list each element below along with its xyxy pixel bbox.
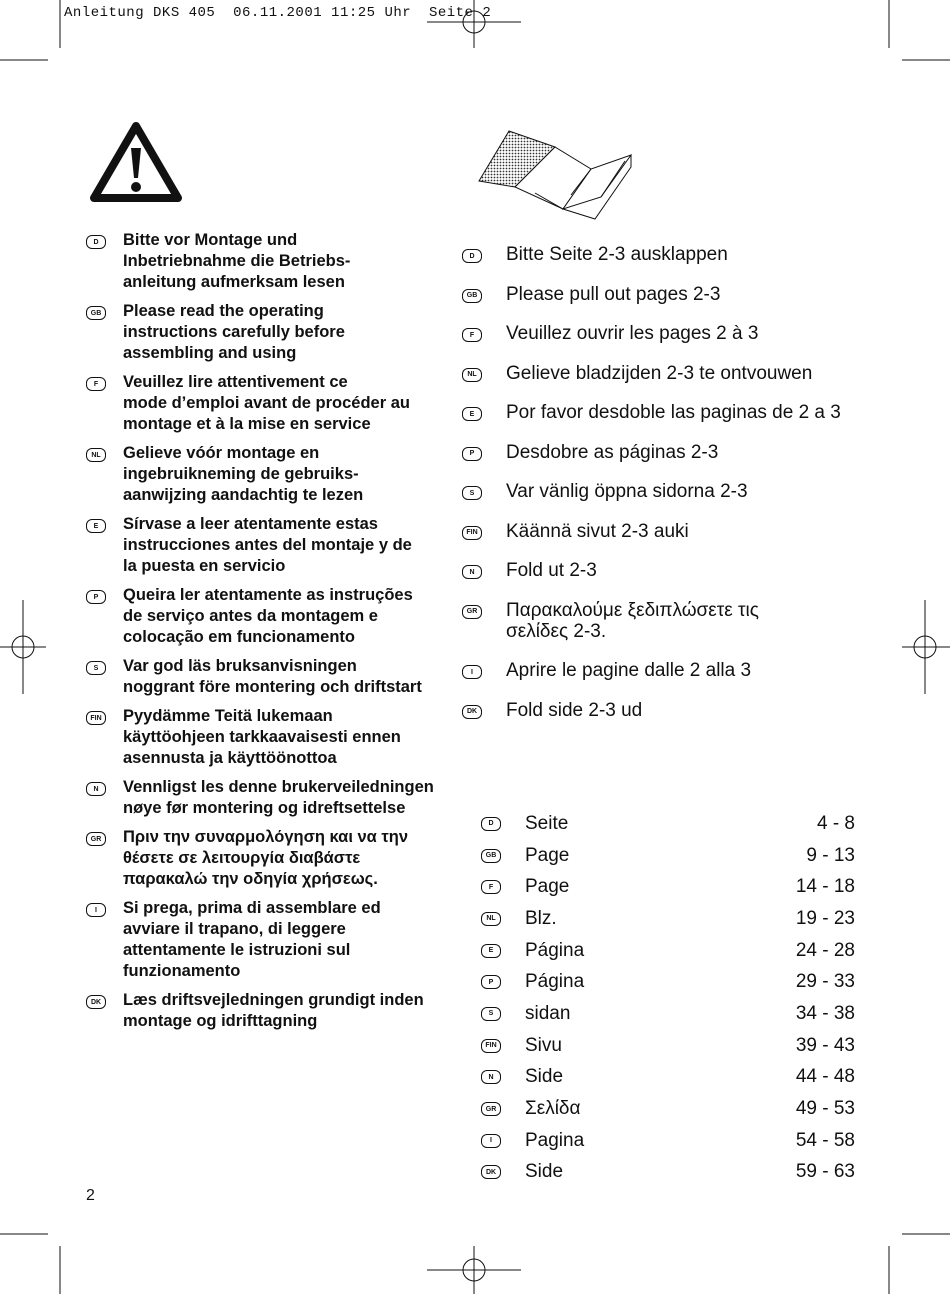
language-badge: GB <box>481 849 501 863</box>
left-notice-list <box>86 230 464 1040</box>
list-item <box>86 585 464 648</box>
list-item <box>462 442 862 463</box>
list-item <box>462 600 862 642</box>
list-item <box>462 363 862 384</box>
toc-row <box>481 998 855 1030</box>
toc-row <box>481 935 855 967</box>
list-item <box>462 660 862 681</box>
language-badge: I <box>462 665 482 679</box>
toc-label: Página <box>525 939 585 961</box>
language-badge: GR <box>86 832 106 846</box>
language-badge: F <box>481 880 501 894</box>
foldout-instruction: Desdobre as páginas 2-3 <box>506 441 719 463</box>
toc-label: Side <box>525 1066 564 1088</box>
toc-label: Seite <box>525 812 569 834</box>
language-badge: DK <box>481 1165 501 1179</box>
toc-page-range: 34 - 38 <box>795 1002 855 1024</box>
list-item <box>86 898 464 982</box>
language-badge: FIN <box>481 1039 501 1053</box>
language-badge: P <box>462 447 482 461</box>
toc-page-range: 59 - 63 <box>795 1161 855 1183</box>
language-badge: FIN <box>462 526 482 540</box>
toc-page-range: 4 - 8 <box>816 812 855 834</box>
foldout-instruction: Gelieve bladzijden 2-3 te ontvouwen <box>506 362 813 384</box>
toc-label: Side <box>525 1161 564 1183</box>
language-badge: S <box>462 486 482 500</box>
list-item <box>86 230 464 293</box>
foldout-instruction: Bitte Seite 2-3 ausklappen <box>506 244 728 265</box>
toc-label: Página <box>525 971 585 993</box>
toc-label: Σελίδα <box>525 1098 581 1120</box>
foldout-instruction: Aprire le pagine dalle 2 alla 3 <box>506 660 752 681</box>
table-of-contents <box>481 808 855 1188</box>
foldout-instruction: Por favor desdoble las paginas de 2 a 3 <box>506 402 841 423</box>
notice-text: Veuillez lire attentivement ce mode d’emploi avant de procéder au montage et à la mise en service <box>123 373 410 433</box>
foldout-instruction: Please pull out pages 2-3 <box>506 283 721 305</box>
language-badge: D <box>462 249 482 263</box>
language-badge: GR <box>481 1102 501 1116</box>
language-badge: NL <box>462 368 482 382</box>
list-item <box>462 560 862 581</box>
toc-row <box>481 1125 855 1157</box>
list-item <box>462 700 862 721</box>
list-item <box>462 284 862 305</box>
toc-row <box>481 1093 855 1125</box>
list-item <box>86 827 464 890</box>
page-number: 2 <box>86 1187 95 1204</box>
toc-page-range: 44 - 48 <box>795 1066 855 1088</box>
list-item <box>462 481 862 502</box>
notice-text: Sírvase a leer atentamente estas instrucciones antes del montaje y de la puesta en servicio <box>123 515 412 575</box>
list-item <box>86 514 464 577</box>
list-item <box>462 244 862 265</box>
toc-label: Sivu <box>525 1034 562 1056</box>
toc-row <box>481 1062 855 1094</box>
toc-label: Blz. <box>525 907 557 929</box>
language-badge: D <box>86 235 106 249</box>
list-item <box>462 323 862 344</box>
list-item <box>462 402 862 423</box>
toc-page-range: 49 - 53 <box>795 1098 855 1120</box>
toc-page-range: 19 - 23 <box>795 907 855 929</box>
language-badge: S <box>86 661 106 675</box>
right-notice-list <box>462 244 862 739</box>
language-badge: DK <box>462 705 482 719</box>
toc-row <box>481 966 855 998</box>
notice-text: Πριν την συναρμολόγηση και να την θέσετε σε λειτουργία διαβάστε παρακαλώ την οδηγία χρήσεως. <box>123 828 409 888</box>
language-badge: E <box>86 519 106 533</box>
toc-label: Pagina <box>525 1129 585 1151</box>
list-item <box>86 777 464 819</box>
list-item <box>86 656 464 698</box>
notice-text: Bitte vor Montage und Inbetriebnahme die Betriebs- anleitung aufmerksam lesen <box>123 231 351 291</box>
language-badge: N <box>462 565 482 579</box>
language-badge: F <box>86 377 106 391</box>
list-item <box>86 301 464 364</box>
language-badge: N <box>481 1070 501 1084</box>
toc-label: Page <box>525 876 570 898</box>
toc-row <box>481 871 855 903</box>
language-badge: NL <box>86 448 106 462</box>
notice-text: Pyydämme Teitä lukemaan käyttöohjeen tarkkaavaisesti ennen asennusta ja käyttöönottoa <box>123 707 401 767</box>
toc-row <box>481 808 855 840</box>
list-item <box>86 706 464 769</box>
foldout-instruction: Fold ut 2-3 <box>506 560 597 581</box>
language-badge: NL <box>481 912 501 926</box>
toc-label: sidan <box>525 1002 571 1024</box>
language-badge: FIN <box>86 711 106 725</box>
print-header: Anleitung DKS 405 06.11.2001 11:25 Uhr Seite 2 <box>64 5 492 21</box>
language-badge: GB <box>462 289 482 303</box>
toc-page-range: 24 - 28 <box>795 939 855 961</box>
language-badge: E <box>462 407 482 421</box>
language-badge: I <box>86 903 106 917</box>
foldout-instruction: Fold side 2-3 ud <box>506 699 643 721</box>
toc-page-range: 54 - 58 <box>795 1129 855 1151</box>
notice-text: Læs driftsvejledningen grundigt inden montage og idrifttagning <box>123 991 424 1030</box>
notice-text: Si prega, prima di assemblare ed avviare il trapano, di leggere attentamente le istruzioni sul funzionamento <box>123 899 381 980</box>
list-item <box>86 990 464 1032</box>
toc-row <box>481 1157 855 1189</box>
foldout-booklet-icon <box>475 125 635 221</box>
language-badge: GR <box>462 605 482 619</box>
notice-text: Vennligst les denne brukerveiledningen nøye før montering og idreftsettelse <box>123 778 434 817</box>
toc-row <box>481 903 855 935</box>
list-item <box>86 372 464 435</box>
toc-row <box>481 840 855 872</box>
language-badge: N <box>86 782 106 796</box>
language-badge: D <box>481 817 501 831</box>
notice-text: Queira ler atentamente as instruções de serviço antes da montagem e colocação em funcionamento <box>123 586 413 646</box>
language-badge: S <box>481 1007 501 1021</box>
notice-text: Gelieve vóór montage en ingebruikneming de gebruiks- aanwijzing aandachtig te lezen <box>123 444 364 504</box>
notice-text: Please read the operating instructions carefully before assembling and using <box>123 302 345 362</box>
language-badge: P <box>481 975 501 989</box>
toc-label: Page <box>525 844 570 866</box>
warning-triangle-icon <box>88 120 184 204</box>
language-badge: P <box>86 590 106 604</box>
foldout-instruction: Παρακαλούμε ξεδιπλώσετε τις σελίδες 2-3. <box>506 599 759 642</box>
language-badge: E <box>481 944 501 958</box>
toc-page-range: 14 - 18 <box>795 876 855 898</box>
language-badge: GB <box>86 306 106 320</box>
toc-page-range: 29 - 33 <box>795 971 855 993</box>
language-badge: DK <box>86 995 106 1009</box>
list-item <box>86 443 464 506</box>
foldout-instruction: Käännä sivut 2-3 auki <box>506 520 689 542</box>
notice-text: Var god läs bruksanvisningen noggrant före montering och driftstart <box>123 657 422 696</box>
language-badge: F <box>462 328 482 342</box>
toc-page-range: 39 - 43 <box>795 1034 855 1056</box>
language-badge: I <box>481 1134 501 1148</box>
toc-page-range: 9 - 13 <box>806 844 855 866</box>
foldout-instruction: Var vänlig öppna sidorna 2-3 <box>506 481 748 502</box>
list-item <box>462 521 862 542</box>
foldout-instruction: Veuillez ouvrir les pages 2 à 3 <box>506 323 759 344</box>
toc-row <box>481 1030 855 1062</box>
